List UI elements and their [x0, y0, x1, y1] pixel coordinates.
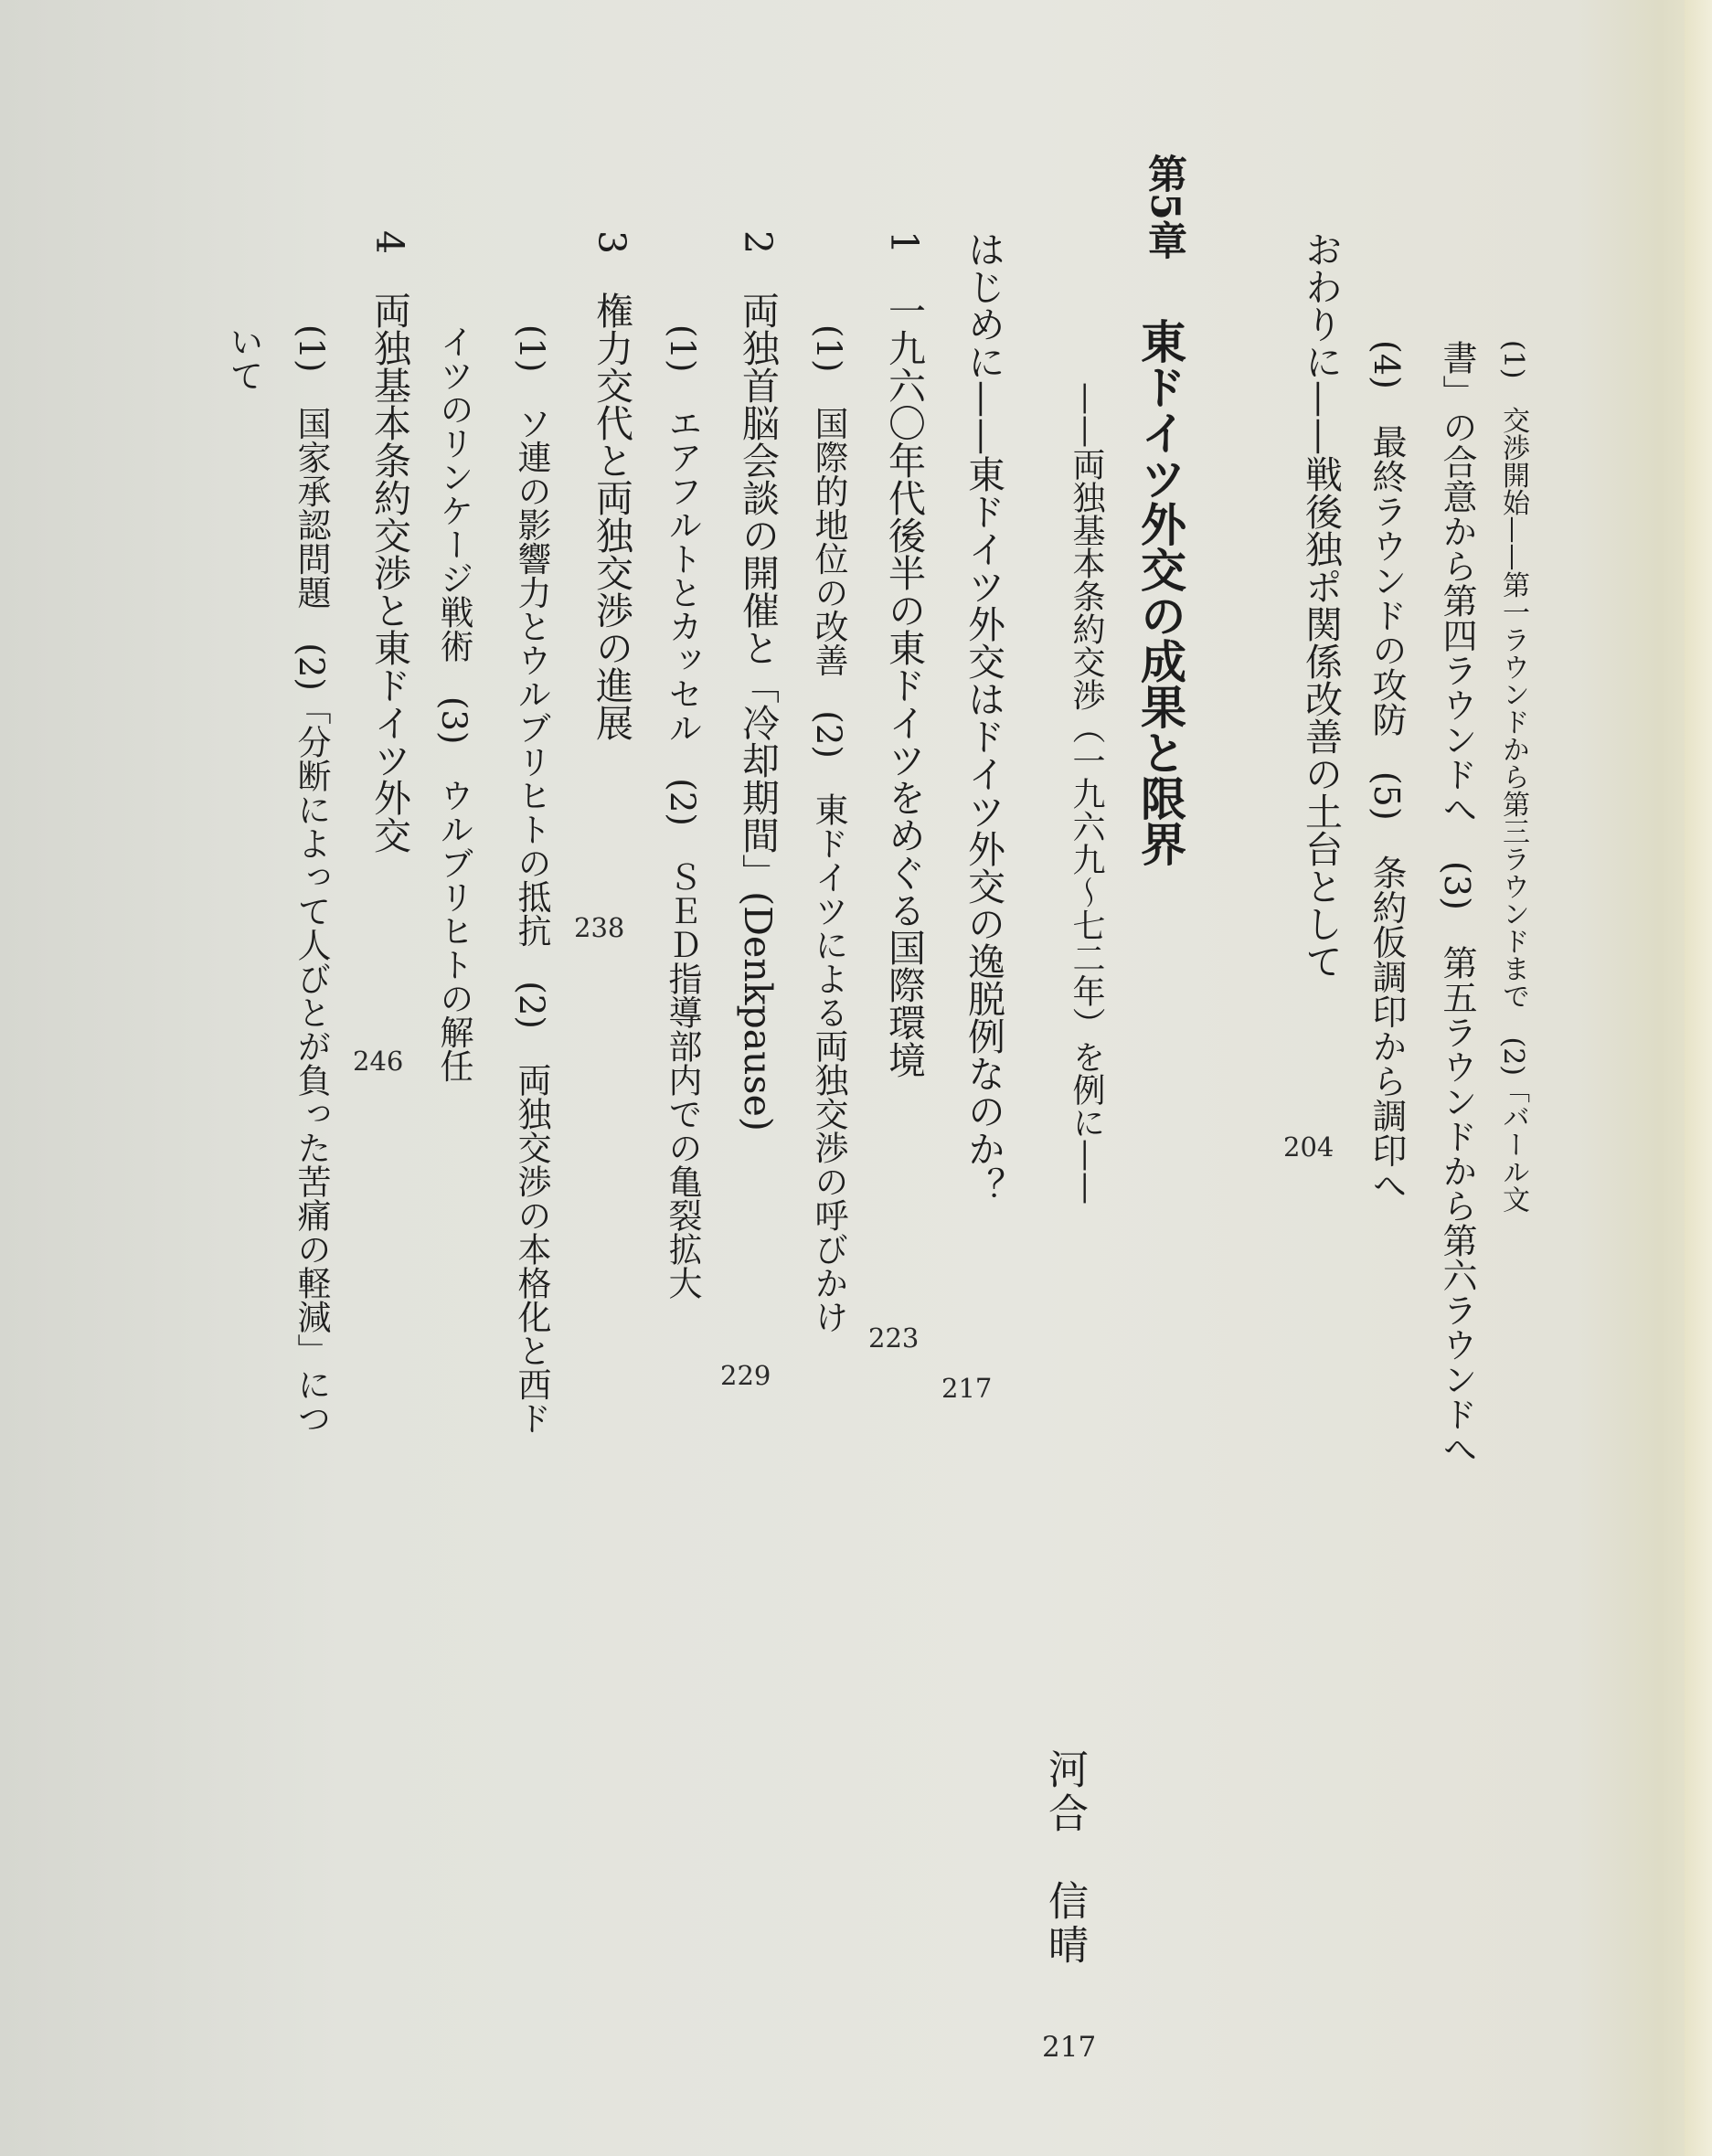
toc-section-2: 2 両独首脳会談の開催と「冷却期間」(Denkpause)	[736, 230, 780, 1131]
toc-section-1: 1 一九六〇年代後半の東ドイツをめぐる国際環境	[882, 230, 926, 1079]
toc-entry-conclusion: おわりに——戦後独ポ関係改善の土台として	[1299, 230, 1343, 980]
toc-subsection-line: (1) エアフルトとカッセル (2) ＳＥＤ指導部内での亀裂拡大	[663, 324, 702, 1300]
toc-entry-intro: はじめに——東ドイツ外交はドイツ外交の逸脱例なのか？	[962, 230, 1005, 1205]
chapter-subtitle: ——両独基本条約交渉（一九六九〜七二年）を例に——	[1068, 382, 1105, 1205]
toc-subsection-line: (1) 交渉開始——第一ラウンドから第三ラウンドまで (2)「バール文	[1497, 340, 1529, 1213]
toc-subsection-line: (1) ソ連の影響力とウルブリヒトの抵抗 (2) 両独交渉の本格化と西ド	[512, 324, 551, 1435]
page-number: 217	[941, 1373, 993, 1404]
toc-subsection-line: いて	[224, 324, 263, 392]
toc-subsection-line: 書」の合意から第四ラウンドへ (3) 第五ラウンドから第六ラウンドへ	[1437, 340, 1477, 1466]
chapter-page-number: 217	[1042, 2031, 1097, 2064]
chapter-title: 東ドイツ外交の成果と限界	[1133, 318, 1187, 866]
toc-section-3: 3 権力交代と両独交渉の進展	[590, 230, 633, 742]
chapter-author: 河合 信晴	[1041, 1748, 1088, 1968]
page-edge	[1685, 0, 1712, 2156]
chapter-label: 第5章	[1142, 154, 1187, 260]
page-number: 229	[720, 1360, 771, 1391]
toc-subsection-line: (1) 国際的地位の改善 (2) 東ドイツによる両独交渉の呼びかけ	[809, 324, 848, 1333]
page-number: 246	[353, 1046, 404, 1077]
page-number: 238	[574, 912, 625, 943]
toc-subsection-line: (1) 国家承認問題 (2)「分断によって人びとが負った苦痛の軽減」につ	[292, 324, 331, 1435]
toc-section-4: 4 両独基本条約交渉と東ドイツ外交	[367, 230, 411, 855]
page-number: 223	[868, 1322, 920, 1354]
toc-subsection-line: イツのリンケージ戦術 (3) ウルブリヒトの解任	[434, 324, 473, 1083]
toc-subsection-line: (4) 最終ラウンドの攻防 (5) 条約仮調印から調印へ	[1366, 340, 1407, 1203]
page-number: 204	[1283, 1131, 1335, 1163]
